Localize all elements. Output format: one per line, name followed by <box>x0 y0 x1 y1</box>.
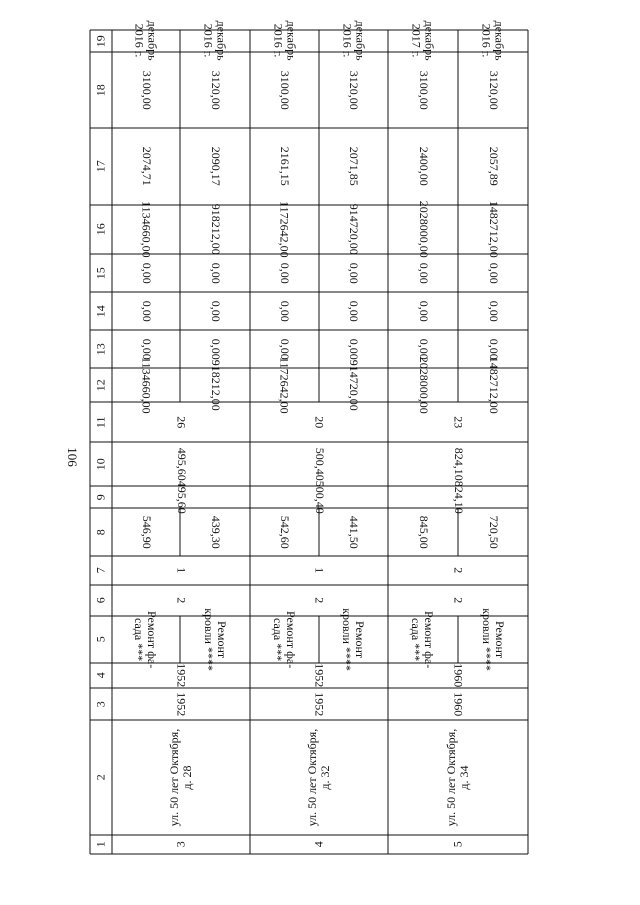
year-built: 1952 <box>174 692 189 716</box>
col8-value: 546,90 <box>139 515 154 549</box>
col11-value: 20 <box>312 416 327 428</box>
rotated-data-table <box>90 21 528 854</box>
col11-value: 26 <box>174 416 189 428</box>
year-col4: 1952 <box>174 663 189 688</box>
deadline-cell: декабрь 2016 г. <box>271 21 299 61</box>
col17-value: 2400,00 <box>416 147 431 186</box>
col13-value: 0,00 <box>208 338 223 360</box>
col17-value: 2057,89 <box>486 147 501 186</box>
col15-value: 0,00 <box>277 262 292 284</box>
column-number-10: 10 <box>93 458 108 470</box>
col7-value: 1 <box>312 567 327 574</box>
col7-value: 1 <box>174 567 189 574</box>
year-built: 1952 <box>312 692 327 716</box>
col14-value: 0,00 <box>277 300 292 322</box>
column-number-9: 9 <box>93 494 108 500</box>
col8-value: 441,50 <box>346 515 361 549</box>
year-built: 1960 <box>451 692 466 716</box>
address-cell: ул. 50 лет Октября, д. 34 <box>444 728 471 827</box>
col15-value: 0,00 <box>346 262 361 284</box>
column-number-7: 7 <box>93 567 108 574</box>
col12-value: 1172642,00 <box>277 356 292 414</box>
col9-value: 495,60 <box>174 480 189 514</box>
col12-value: 914720,00 <box>346 359 361 411</box>
col10-value: 495,60 <box>174 447 189 481</box>
col8-value: 845,00 <box>416 515 431 549</box>
column-number-2: 2 <box>93 774 108 781</box>
col8-value: 439,30 <box>208 515 223 549</box>
deadline-cell: декабрь 2016 г. <box>479 21 507 61</box>
column-number-1: 1 <box>93 841 108 848</box>
col15-value: 0,00 <box>208 262 223 284</box>
col12-value: 1482712,00 <box>486 356 501 414</box>
col10-value: 824,10 <box>451 447 466 481</box>
col16-value: 2028000,00 <box>416 201 431 258</box>
column-number-16: 16 <box>93 223 108 236</box>
work-kind-facade: Ремонт фа- сада *** <box>409 610 437 669</box>
year-col4: 1952 <box>312 663 327 688</box>
col14-value: 0,00 <box>208 300 223 322</box>
col6-value: 2 <box>174 597 189 604</box>
column-number-4: 4 <box>93 672 108 679</box>
column-number-8: 8 <box>93 529 108 535</box>
work-kind-facade: Ремонт фа- сада *** <box>271 610 299 669</box>
work-kind-roof: Ремонт кровли **** <box>202 608 229 671</box>
col16-value: 1482712,00 <box>486 201 501 258</box>
column-number-15: 15 <box>93 267 108 279</box>
deadline-cell: декабрь 2016 г. <box>340 21 368 61</box>
col8-value: 542,60 <box>277 515 292 549</box>
col12-value: 1134660,00 <box>139 356 154 414</box>
col9-value: 824,10 <box>451 480 466 514</box>
address-cell: ул. 50 лет Октября, д. 32 <box>305 728 332 827</box>
col12-value: 2028000,00 <box>416 356 431 414</box>
column-number-14: 14 <box>93 305 108 317</box>
col18-value: 3100,00 <box>277 70 292 110</box>
col14-value: 0,00 <box>139 300 154 322</box>
col16-value: 914720,00 <box>346 204 361 255</box>
col14-value: 0,00 <box>346 300 361 322</box>
col15-value: 0,00 <box>139 262 154 284</box>
col9-value: 500,40 <box>312 480 327 514</box>
col18-value: 3120,00 <box>208 70 223 110</box>
work-kind-facade: Ремонт фа- сада *** <box>132 610 160 669</box>
column-number-12: 12 <box>93 379 108 391</box>
row-number: 4 <box>311 841 326 848</box>
col18-value: 3100,00 <box>139 70 154 110</box>
col16-value: 1134660,00 <box>139 201 154 258</box>
col16-value: 1172642,00 <box>277 201 292 258</box>
col18-value: 3120,00 <box>486 70 501 110</box>
work-kind-roof: Ремонт кровли **** <box>480 608 507 671</box>
work-kind-roof: Ремонт кровли **** <box>340 608 368 671</box>
column-number-6: 6 <box>93 597 108 604</box>
row-number: 5 <box>450 841 465 848</box>
column-number-18: 18 <box>93 84 108 96</box>
col10-value: 500,40 <box>312 447 327 481</box>
col13-value: 0,00 <box>346 338 361 360</box>
page-number: 106 <box>65 447 80 467</box>
col6-value: 2 <box>312 597 327 604</box>
column-number-17: 17 <box>93 160 108 173</box>
col17-value: 2090,17 <box>208 147 223 186</box>
column-number-13: 13 <box>93 343 108 355</box>
col13-value: 0,00 <box>277 338 292 360</box>
col11-value: 23 <box>451 416 466 428</box>
col17-value: 2071,85 <box>346 147 361 186</box>
col18-value: 3120,00 <box>346 70 361 110</box>
deadline-cell: декабрь 2017 г. <box>409 21 437 61</box>
col15-value: 0,00 <box>486 262 501 284</box>
col13-value: 0,00 <box>139 338 154 360</box>
col13-value: 0,00 <box>486 338 501 360</box>
deadline-cell: декабрь 2016 г. <box>201 21 229 61</box>
deadline-cell: декабрь 2016 г. <box>132 21 160 61</box>
col17-value: 2161,15 <box>277 147 292 186</box>
col17-value: 2074,71 <box>139 147 154 186</box>
col14-value: 0,00 <box>416 300 431 322</box>
col8-value: 720,50 <box>486 515 501 549</box>
col18-value: 3100,00 <box>416 70 431 110</box>
col6-value: 2 <box>451 597 466 604</box>
column-number-19: 19 <box>93 35 108 47</box>
col12-value: 918212,00 <box>208 359 223 411</box>
col16-value: 918212,00 <box>208 204 223 255</box>
year-col4: 1960 <box>451 663 466 688</box>
row-number: 3 <box>173 841 188 848</box>
col13-value: 0,00 <box>416 338 431 360</box>
column-number-11: 11 <box>93 416 108 428</box>
column-number-5: 5 <box>93 636 108 643</box>
col7-value: 2 <box>451 567 466 574</box>
column-number-3: 3 <box>93 701 108 707</box>
col14-value: 0,00 <box>486 300 501 322</box>
col15-value: 0,00 <box>416 262 431 284</box>
address-cell: ул. 50 лет Октября, д. 28 <box>167 728 194 827</box>
